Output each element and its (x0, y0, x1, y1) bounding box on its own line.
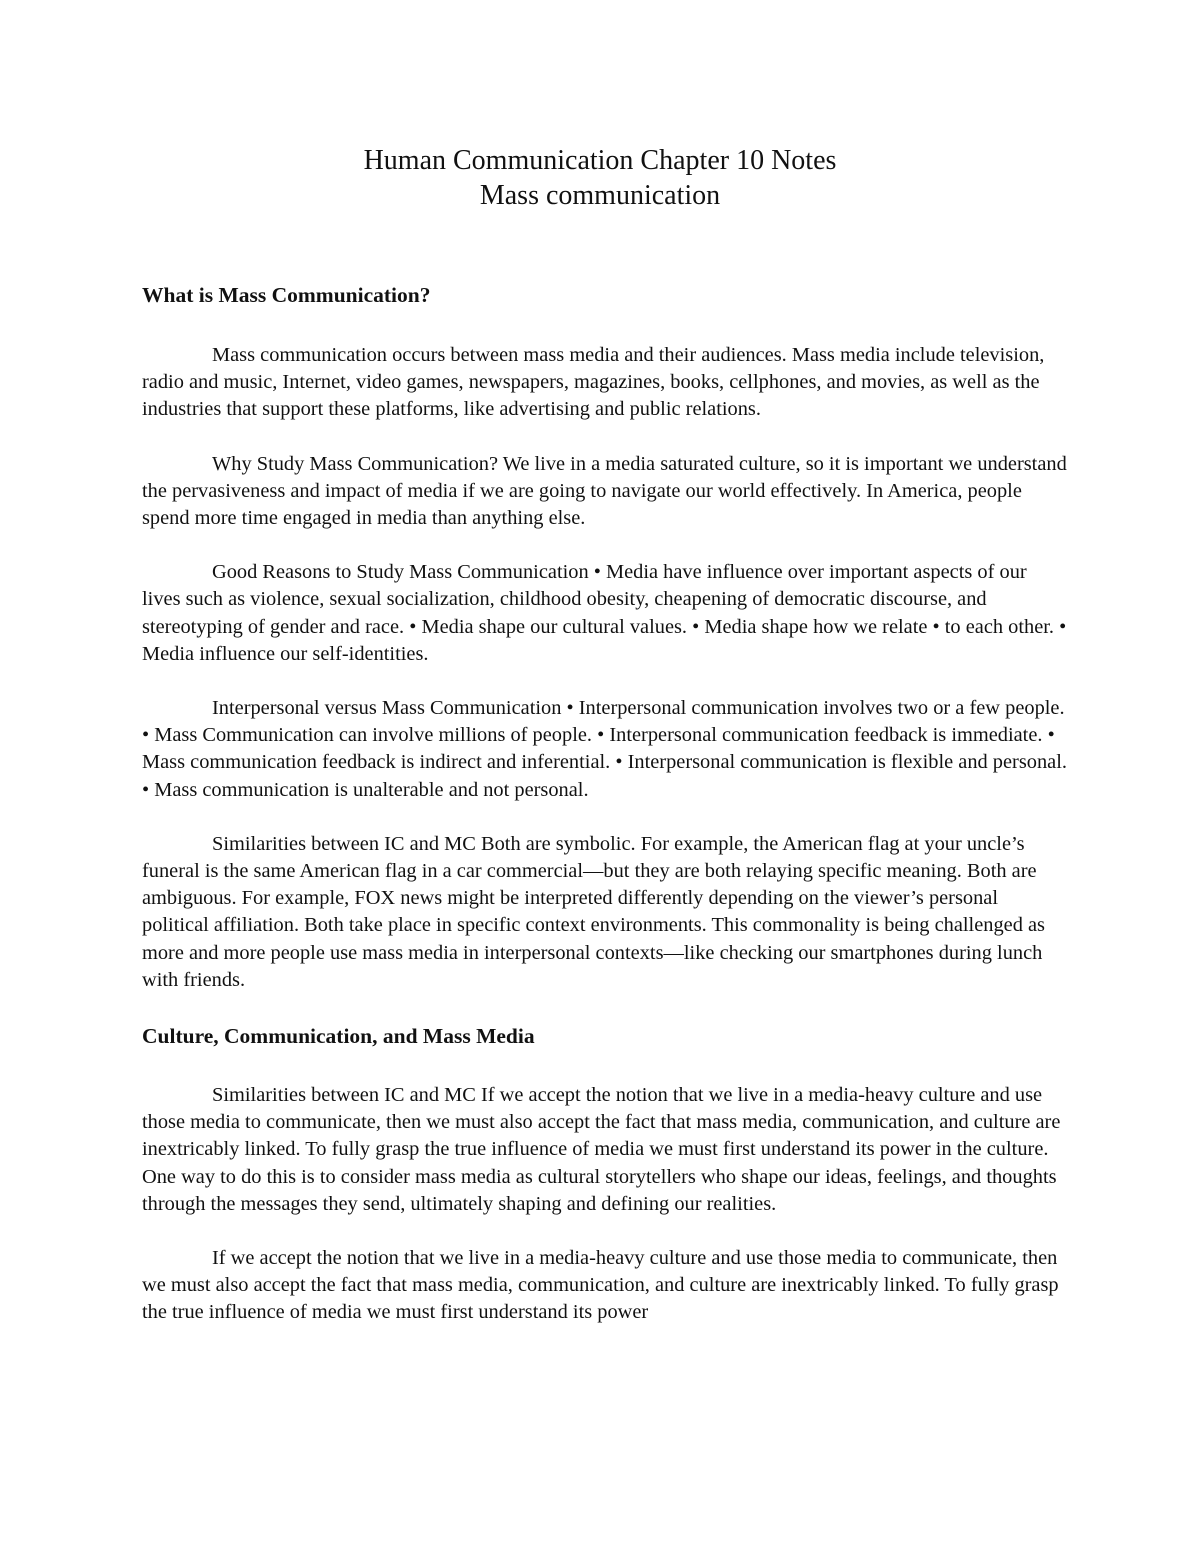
section-heading-culture-communication-mass-media: Culture, Communication, and Mass Media (142, 1024, 535, 1049)
paragraph-definition: Mass communication occurs between mass media and their audiences. Mass media include television, radio and music, Internet, video games, newspapers, magazines, books, cellphones, and movies, as well as the industries that support these platforms, like advertising and public relations. (142, 344, 1045, 421)
section-heading-what-is-mass-communication: What is Mass Communication? (142, 283, 431, 307)
document-title (0, 143, 1200, 213)
paragraph-why-study: Why Study Mass Communication? We live in a media saturated culture, so it is important we understand the pervasiveness and impact of media if we are going to navigate our world effectively. In America, people spend more time engaged in media than anything else. (142, 452, 1067, 530)
paragraph-culture-similarities: Similarities between IC and MC If we accept the notion that we live in a media-heavy culture and use those media to communicate, then we must also accept the fact that mass media, communication, and culture are inextricably linked. To fully grasp the true influence of media we must first understand its power in the culture. One way to do this is to consider mass media as cultural storytellers who shape our ideas, feelings, and thoughts through the messages they send, ultimately shaping and defining our realities. (142, 1084, 1061, 1215)
paragraph-interpersonal-vs-mass: Interpersonal versus Mass Communication • Interpersonal communication involves two or a few people. • Mass Communication can involve millions of people. • Interpersonal communication feedback is immediate. • Mass communication feedback is indirect and inferential. • Interpersonal communication is flexible and personal. • Mass communication is unalterable and not personal. (142, 697, 1067, 801)
document-body (142, 280, 1067, 1327)
paragraph-similarities: Similarities between IC and MC Both are symbolic. For example, the American flag at your uncle’s funeral is the same American flag in a car commercial—but they are both relaying specific meaning. Both are ambiguous. For example, FOX news might be interpreted differently depending on the viewer’s personal political affiliation. Both take place in specific context environments. This commonality is being challenged as more and more people use mass media in interpersonal contexts—like checking our smartphones during lunch with friends. (142, 832, 1045, 991)
paragraph-media-heavy-culture: If we accept the notion that we live in a media-heavy culture and use those media to communicate, then we must also accept the fact that mass media, communication, and culture are inextricably linked. To fully grasp the true influence of media we must first understand its power (142, 1247, 1059, 1324)
paragraph-good-reasons: Good Reasons to Study Mass Communication • Media have influence over important aspects of our lives such as violence, sexual socialization, childhood obesity, cheapening of democratic discourse, and stereotyping of gender and race. • Media shape our cultural values. • Media shape how we relate • to each other. • Media influence our self-identities. (142, 561, 1067, 665)
title-line-2: Mass communication (479, 180, 721, 211)
title-line-1: Human Communication Chapter 10 Notes (363, 145, 837, 176)
